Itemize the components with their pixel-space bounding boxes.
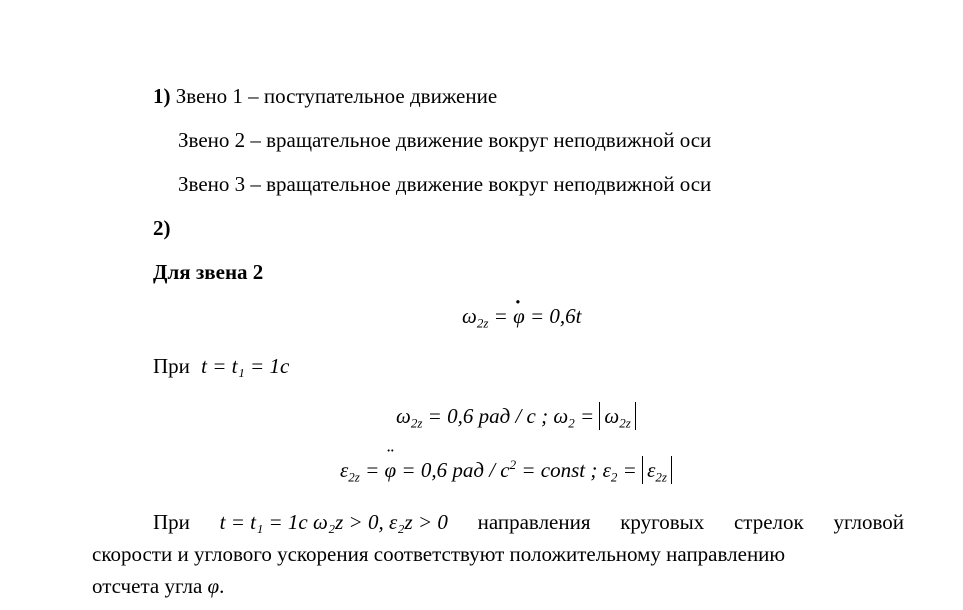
equation-epsilon-value: $\varepsilon_{2z} = \varphi$ ¨ = 0,6 рад / $с^2$ = const ; $\varepsilon_2 = \varepsilon_{2z}$	[340, 456, 672, 484]
equation-omega: $\omega_{2z} = \varphi$ · = 0,6t	[462, 304, 581, 329]
when-label: При	[153, 354, 190, 378]
paragraph-line-3: отсчета угла φ.	[92, 574, 225, 598]
link-3-line: Звено 3 – вращательное движение вокруг неподвижной оси	[178, 172, 712, 196]
equation-omega-value: $\omega_{2z} = 0,6$ рад / с ; $\omega_2 = \omega_{2z}$	[396, 402, 636, 430]
item-1-line	[153, 84, 497, 109]
paragraph-line-1: При t = t₁ = 1c ω₂z > 0, ε₂z > 0 направления круговых стрелок угловой	[92, 506, 904, 538]
paragraph-expression: t = t₁ = 1c ω₂z > 0, ε₂z > 0	[219, 510, 448, 534]
when-line	[153, 354, 289, 379]
conclusion-paragraph	[92, 506, 904, 602]
paragraph-line-2: скорости и углового ускорения соответствуют положительному направлению	[92, 542, 786, 566]
item-1-text: Звено 1 – поступательное движение	[175, 84, 498, 108]
item-2-number: 2)	[153, 216, 171, 240]
link-2-heading: Для звена 2	[153, 260, 264, 284]
item-1-number: 1)	[153, 84, 171, 108]
when-expression: t = t₁ = 1c	[201, 354, 290, 378]
link-2-line: Звено 2 – вращательное движение вокруг неподвижной оси	[178, 128, 712, 152]
